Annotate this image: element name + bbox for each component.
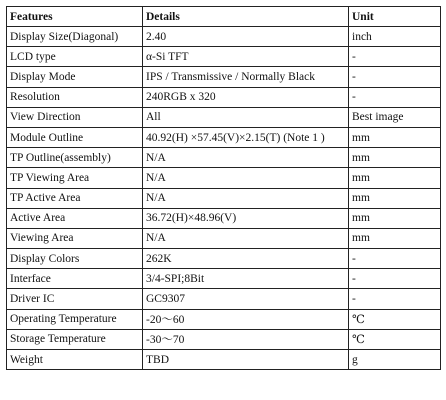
detail-cell: 3/4-SPI;8Bit [143,269,349,289]
unit-cell: ℃ [349,329,441,349]
feature-cell: Interface [7,269,143,289]
unit-cell: - [349,47,441,67]
table-row [7,249,441,269]
detail-cell: 240RGB x 320 [143,87,349,107]
header-unit: Unit [349,7,441,27]
table-row [7,127,441,147]
table-body [7,27,441,370]
unit-cell: mm [349,188,441,208]
detail-cell: 2.40 [143,27,349,47]
detail-cell: -20～60 [143,309,349,329]
unit-cell: Best image [349,107,441,127]
feature-cell: Active Area [7,208,143,228]
detail-cell: α-Si TFT [143,47,349,67]
table-row [7,87,441,107]
feature-cell: LCD type [7,47,143,67]
feature-cell: TP Active Area [7,188,143,208]
feature-cell: Weight [7,350,143,370]
table-row [7,329,441,349]
table-row [7,67,441,87]
feature-cell: Driver IC [7,289,143,309]
unit-cell: - [349,87,441,107]
feature-cell: TP Viewing Area [7,168,143,188]
detail-cell: IPS / Transmissive / Normally Black [143,67,349,87]
table-row [7,208,441,228]
unit-cell: mm [349,127,441,147]
table-row [7,289,441,309]
detail-cell: All [143,107,349,127]
detail-cell: 40.92(H) ×57.45(V)×2.15(T) (Note 1 ) [143,127,349,147]
unit-cell: - [349,269,441,289]
feature-cell: Storage Temperature [7,329,143,349]
feature-cell: Display Size(Diagonal) [7,27,143,47]
detail-cell: GC9307 [143,289,349,309]
feature-cell: Display Mode [7,67,143,87]
unit-cell: - [349,67,441,87]
feature-cell: Resolution [7,87,143,107]
detail-cell: N/A [143,188,349,208]
header-features: Features [7,7,143,27]
unit-cell: mm [349,208,441,228]
detail-cell: N/A [143,168,349,188]
feature-cell: Display Colors [7,249,143,269]
table-row [7,47,441,67]
feature-cell: View Direction [7,107,143,127]
table-row [7,350,441,370]
table-row [7,309,441,329]
detail-cell: 36.72(H)×48.96(V) [143,208,349,228]
table-row [7,148,441,168]
detail-cell: 262K [143,249,349,269]
unit-cell: - [349,289,441,309]
unit-cell: inch [349,27,441,47]
feature-cell: Module Outline [7,127,143,147]
table-row [7,168,441,188]
unit-cell: g [349,350,441,370]
table-row [7,27,441,47]
detail-cell: TBD [143,350,349,370]
spec-table [6,6,441,370]
header-details: Details [143,7,349,27]
table-row [7,228,441,248]
table-row [7,107,441,127]
feature-cell: Operating Temperature [7,309,143,329]
table-header-row [7,7,441,27]
table-row [7,269,441,289]
detail-cell: N/A [143,148,349,168]
unit-cell: ℃ [349,309,441,329]
detail-cell: -30～70 [143,329,349,349]
feature-cell: Viewing Area [7,228,143,248]
unit-cell: mm [349,228,441,248]
unit-cell: mm [349,148,441,168]
detail-cell: N/A [143,228,349,248]
table-row [7,188,441,208]
unit-cell: - [349,249,441,269]
unit-cell: mm [349,168,441,188]
feature-cell: TP Outline(assembly) [7,148,143,168]
